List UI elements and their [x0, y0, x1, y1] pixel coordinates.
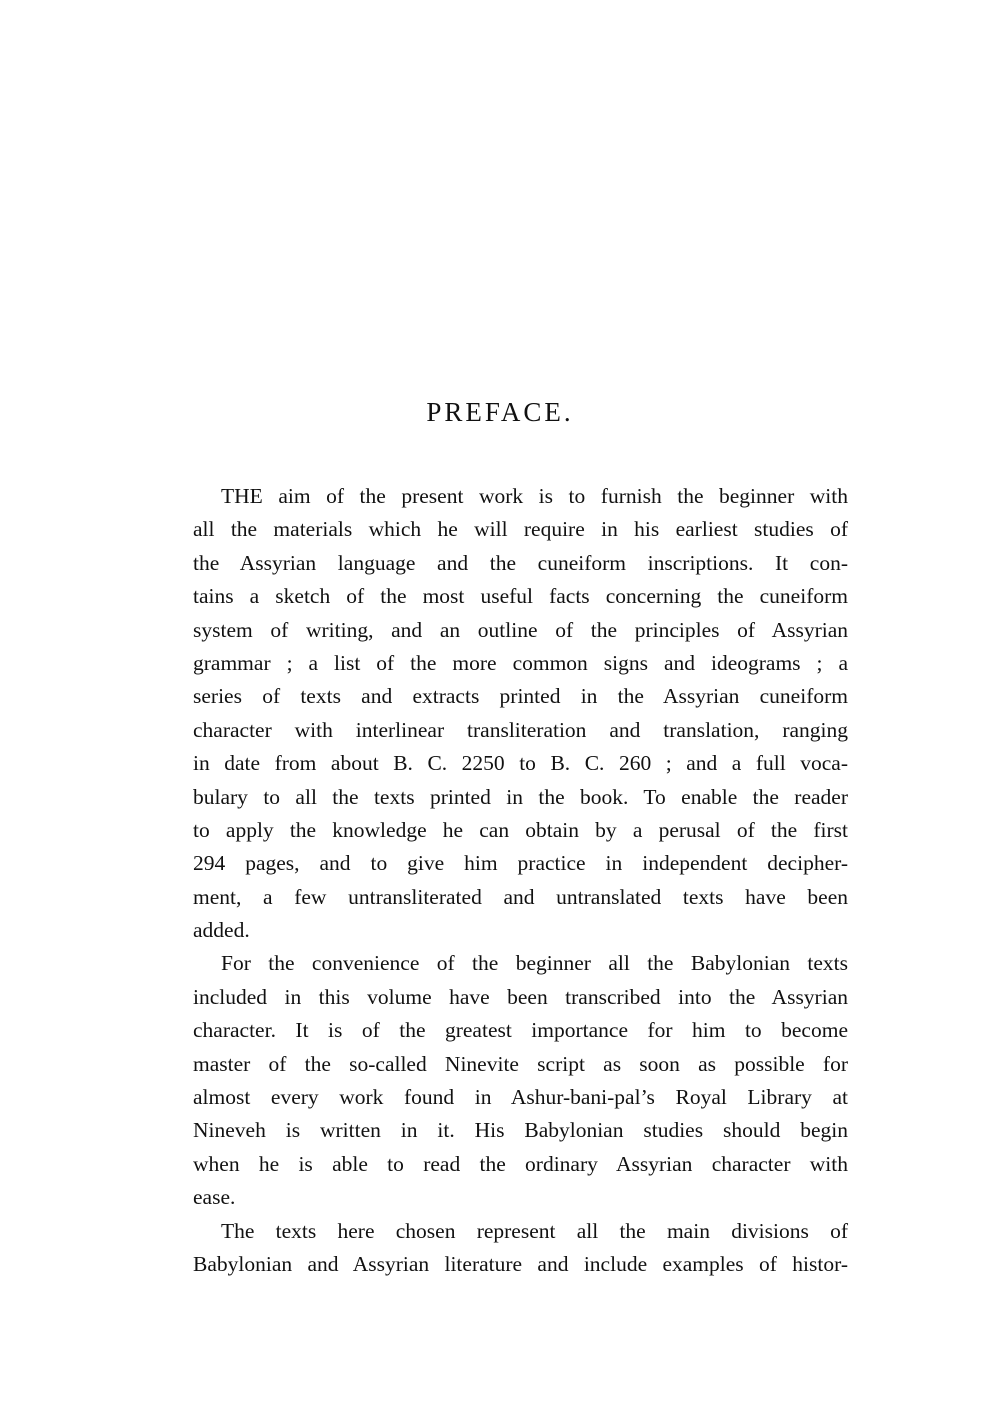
- text-line: bulary to all the texts printed in the book. To enable the reader: [193, 784, 848, 809]
- paragraph: [193, 947, 848, 1214]
- text-line: ment, a few untransliterated and untranslated texts have been: [193, 884, 848, 909]
- text-line: character. It is of the greatest importance for him to become: [193, 1018, 848, 1043]
- paragraph: [193, 1215, 848, 1282]
- text-line: For the convenience of the beginner all the Babylonian texts: [221, 951, 848, 976]
- text-line: Babylonian and Assyrian literature and include examples of histor-: [193, 1251, 848, 1276]
- text-line: when he is able to read the ordinary Assyrian character with: [193, 1151, 848, 1176]
- paragraph: [193, 480, 848, 947]
- preface-body: [193, 480, 848, 1281]
- text-line: included in this volume have been transcribed into the Assyrian: [193, 984, 848, 1009]
- text-line: tains a sketch of the most useful facts concerning the cuneiform: [193, 584, 848, 609]
- text-line: system of writing, and an outline of the principles of Assyrian: [193, 617, 848, 642]
- text-line: all the materials which he will require in his earliest studies of: [193, 517, 848, 542]
- text-line: grammar ; a list of the more common signs and ideograms ; a: [193, 650, 848, 675]
- page-title: PREFACE.: [426, 397, 574, 427]
- text-line: the Assyrian language and the cuneiform inscriptions. It con-: [193, 550, 848, 575]
- text-line: The texts here chosen represent all the main divisions of: [221, 1218, 848, 1243]
- text-line: in date from about B. C. 2250 to B. C. 260 ; and a full voca-: [193, 751, 848, 776]
- text-line: THE aim of the present work is to furnish the beginner with: [221, 484, 848, 508]
- text-line: 294 pages, and to give him practice in independent decipher-: [193, 851, 848, 876]
- text-line: master of the so-called Ninevite script as soon as possible for: [193, 1051, 848, 1076]
- text-line: character with interlinear transliteration and translation, ranging: [193, 717, 848, 742]
- text-line: almost every work found in Ashur-bani-pal’s Royal Library at: [193, 1085, 848, 1110]
- text-line: series of texts and extracts printed in the Assyrian cuneiform: [193, 684, 848, 709]
- text-line: ease.: [193, 1185, 236, 1210]
- text-line: to apply the knowledge he can obtain by a perusal of the first: [193, 817, 848, 842]
- text-line: Nineveh is written in it. His Babylonian studies should begin: [193, 1118, 848, 1143]
- text-line: added.: [193, 918, 250, 943]
